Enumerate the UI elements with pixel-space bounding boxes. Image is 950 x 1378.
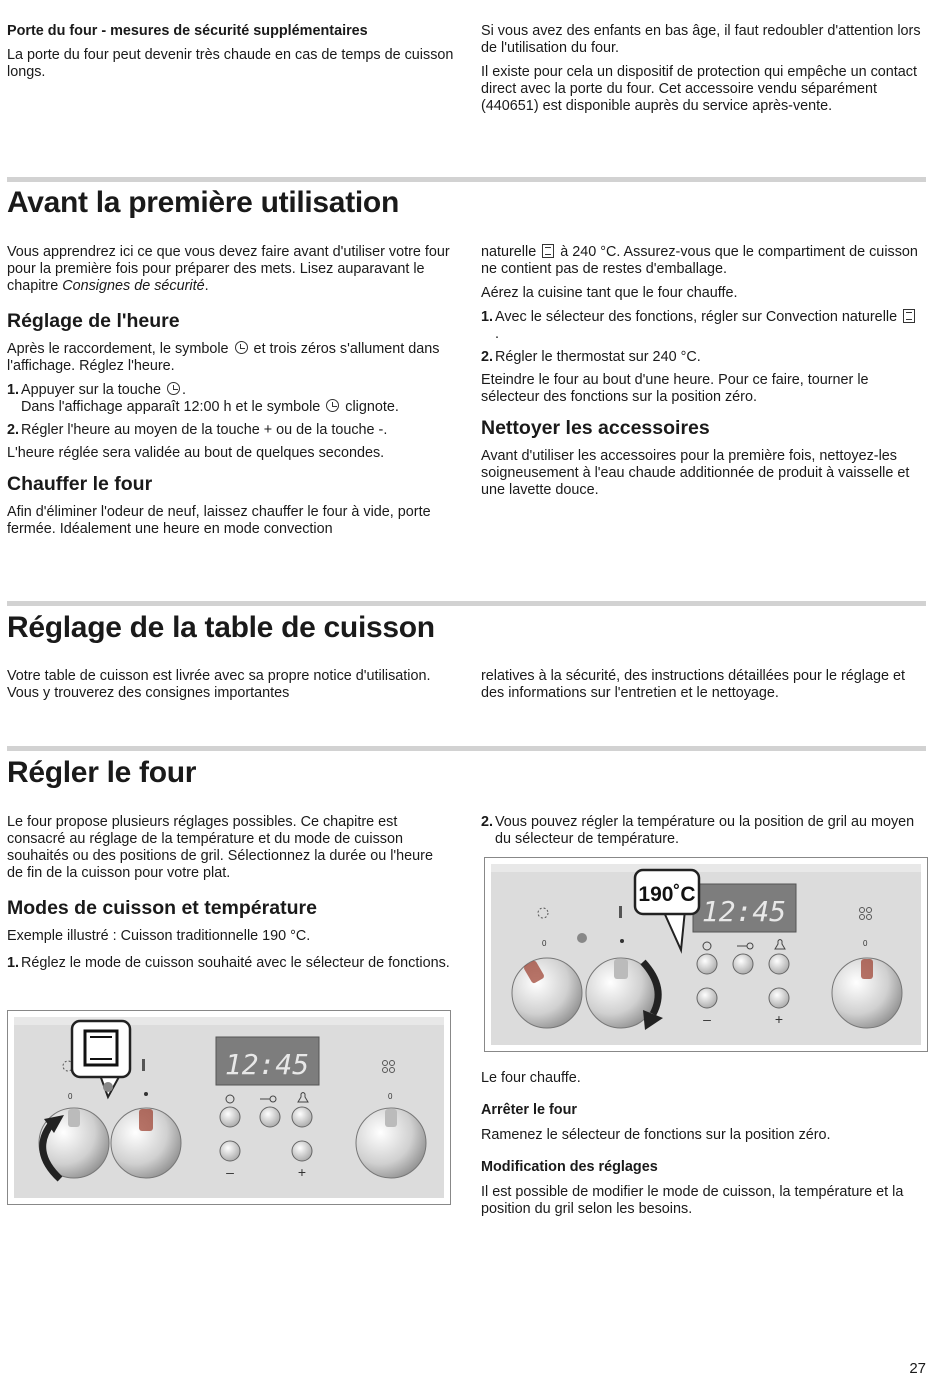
stop-heading: Arrêter le four bbox=[481, 1102, 577, 1118]
section-divider bbox=[7, 746, 926, 751]
heat-paragraph-2: Aérez la cuisine tant que le four chauffe. bbox=[481, 285, 738, 301]
knob-grip bbox=[139, 1109, 153, 1131]
heat-step-2: 2. Régler le thermostat sur 240 °C. bbox=[481, 349, 701, 365]
time-step-2: 2. Régler l'heure au moyen de la touche + ou de la touche -. bbox=[7, 422, 388, 438]
modes-example: Exemple illustré : Cuisson traditionnelle 190 °C. bbox=[7, 928, 311, 944]
minus-label: – bbox=[226, 1164, 234, 1180]
time-heading: Réglage de l'heure bbox=[7, 310, 180, 332]
section-divider bbox=[7, 601, 926, 606]
clock-icon bbox=[235, 341, 248, 354]
time-paragraph-2: L'heure réglée sera validée au bout de quelques secondes. bbox=[7, 445, 385, 461]
knob-grip bbox=[68, 1109, 80, 1127]
zero-mark-label: 0 bbox=[68, 1092, 73, 1101]
first-use-left-column bbox=[7, 244, 452, 545]
timer-button[interactable] bbox=[220, 1107, 240, 1127]
hob-paragraph-2: relatives à la sécurité, des instructions détaillées pour le réglage et des informations sur l'entretien et le nettoyage. bbox=[481, 668, 905, 701]
heat-paragraph-3: Eteindre le four au bout d'une heure. Pour ce faire, tourner le sélecteur des fonctions sur la position zéro. bbox=[481, 372, 869, 405]
heat-heading: Chauffer le four bbox=[7, 473, 153, 495]
section-divider bbox=[7, 177, 926, 182]
control-panel-drawing bbox=[8, 1011, 450, 1204]
oven-step-2: 2. Vous pouvez régler la température ou la position de gril au moyen du sélecteur de température. bbox=[481, 814, 915, 847]
plus-label: + bbox=[297, 1164, 307, 1180]
display-time: 12:45 bbox=[701, 895, 787, 928]
heat-paragraph-1: Afin d'éliminer l'odeur de neuf, laissez chauffer le four à vide, porte fermée. Idéalement une heure en mode convection bbox=[7, 504, 431, 537]
zero-mark-label: 0 bbox=[388, 1092, 393, 1101]
oven-heats-text: Le four chauffe. bbox=[481, 1070, 581, 1086]
temperature-mark-dot bbox=[144, 1092, 148, 1096]
hob-right-column bbox=[481, 668, 921, 709]
knob-grip bbox=[385, 1109, 397, 1127]
thermometer-icon bbox=[142, 1059, 145, 1071]
knob-grip bbox=[614, 959, 628, 979]
heat-step-1: 1. Avec le sélecteur des fonctions, régler sur Convection naturelle . bbox=[481, 309, 921, 343]
safety-right-column bbox=[481, 23, 921, 122]
oven-panel-illustration-temperature bbox=[484, 857, 928, 1052]
heat-paragraph-1-continued: naturelle à 240 °C. Assurez-vous que le compartiment de cuisson ne contient pas de restes d'emballage. bbox=[481, 244, 918, 277]
mode-callout bbox=[72, 1021, 130, 1077]
safety-left-column bbox=[7, 23, 457, 88]
knob-grip bbox=[861, 959, 873, 979]
hob-paragraph-1: Votre table de cuisson est livrée avec sa propre notice d'utilisation. Vous y trouverez des consignes importantes bbox=[7, 668, 431, 701]
time-step-1: 1. Appuyer sur la touche . Dans l'affichage apparaît 12:00 h et le symbole clignote. bbox=[7, 382, 399, 415]
modify-heading: Modification des réglages bbox=[481, 1159, 658, 1175]
clean-paragraph: Avant d'utiliser les accessoires pour la première fois, nettoyez-les soigneusement à l'eau chaude additionnée de produit à vaisselle et une lavette douce. bbox=[481, 448, 910, 498]
minus-label: – bbox=[703, 1011, 711, 1027]
safety-paragraph-1: La porte du four peut devenir très chaude en cas de temps de cuisson longs. bbox=[7, 47, 454, 80]
control-panel-drawing bbox=[485, 858, 927, 1051]
section-title-first-use: Avant la première utilisation bbox=[7, 186, 399, 219]
clean-heading: Nettoyer les accessoires bbox=[481, 417, 710, 439]
alarm-button[interactable] bbox=[769, 954, 789, 974]
modes-heading: Modes de cuisson et température bbox=[7, 897, 317, 919]
oven-right-lower-column bbox=[481, 1070, 921, 1225]
zero-mark-label: 0 bbox=[863, 939, 868, 948]
temperature-mark-dot bbox=[620, 939, 624, 943]
page-number: 27 bbox=[909, 1360, 926, 1377]
first-use-right-column bbox=[481, 244, 921, 506]
clock-icon bbox=[167, 382, 180, 395]
oven-intro: Le four propose plusieurs réglages possibles. Ce chapitre est consacré au réglage de la température et du mode de cuisson souhaités ou des positions de gril. Sélectionnez la durée ou l'heure de fin de la cuisson pour votre plat. bbox=[7, 814, 433, 881]
selected-mode-indicator bbox=[577, 933, 587, 943]
plus-button[interactable] bbox=[769, 988, 789, 1008]
alarm-button[interactable] bbox=[292, 1107, 312, 1127]
selected-mode-indicator bbox=[103, 1082, 113, 1092]
plus-label: + bbox=[774, 1011, 784, 1027]
clock-icon bbox=[326, 399, 339, 412]
plus-button[interactable] bbox=[292, 1141, 312, 1161]
timer-button[interactable] bbox=[697, 954, 717, 974]
stop-paragraph: Ramenez le sélecteur de fonctions sur la position zéro. bbox=[481, 1127, 831, 1143]
conventional-heat-icon bbox=[542, 244, 554, 258]
temperature-value: 190˚C bbox=[638, 883, 696, 906]
minus-button[interactable] bbox=[220, 1141, 240, 1161]
safety-paragraph-2: Si vous avez des enfants en bas âge, il faut redoubler d'attention lors de l'utilisation du four. bbox=[481, 23, 921, 56]
function-selector-knob[interactable] bbox=[512, 958, 582, 1028]
modify-paragraph: Il est possible de modifier le mode de cuisson, la température et la position du gril selon les besoins. bbox=[481, 1184, 904, 1217]
minus-button[interactable] bbox=[697, 988, 717, 1008]
key-lock-button[interactable] bbox=[733, 954, 753, 974]
key-lock-button[interactable] bbox=[260, 1107, 280, 1127]
safety-paragraph-3: Il existe pour cela un dispositif de protection qui empêche un contact direct avec la porte du four. Cet accessoire vendu séparément (440651) est disponible auprès du service après-vente. bbox=[481, 64, 917, 114]
safety-title: Porte du four - mesures de sécurité supplémentaires bbox=[7, 23, 368, 39]
oven-right-column bbox=[481, 814, 921, 854]
hob-left-column bbox=[7, 668, 437, 709]
safety-chapter-reference: Consignes de sécurité bbox=[62, 278, 205, 294]
display-time: 12:45 bbox=[224, 1048, 310, 1081]
oven-panel-illustration-function bbox=[7, 1010, 451, 1205]
first-use-intro: Vous apprendrez ici ce que vous devez faire avant d'utiliser votre four pour la première fois pour préparer des mets. Lisez auparavant le chapitre Consignes de sécurité. bbox=[7, 244, 450, 294]
time-paragraph-1: Après le raccordement, le symbole et trois zéros s'allument dans l'affichage. Réglez l'heure. bbox=[7, 341, 440, 374]
section-title-hob: Réglage de la table de cuisson bbox=[7, 611, 435, 644]
section-title-oven: Régler le four bbox=[7, 756, 197, 789]
zero-mark-label: 0 bbox=[542, 939, 547, 948]
conventional-heat-icon bbox=[903, 309, 915, 323]
thermometer-icon bbox=[619, 906, 622, 918]
oven-left-column bbox=[7, 814, 452, 978]
oven-step-1: 1. Réglez le mode de cuisson souhaité avec le sélecteur de fonctions. bbox=[7, 955, 450, 971]
